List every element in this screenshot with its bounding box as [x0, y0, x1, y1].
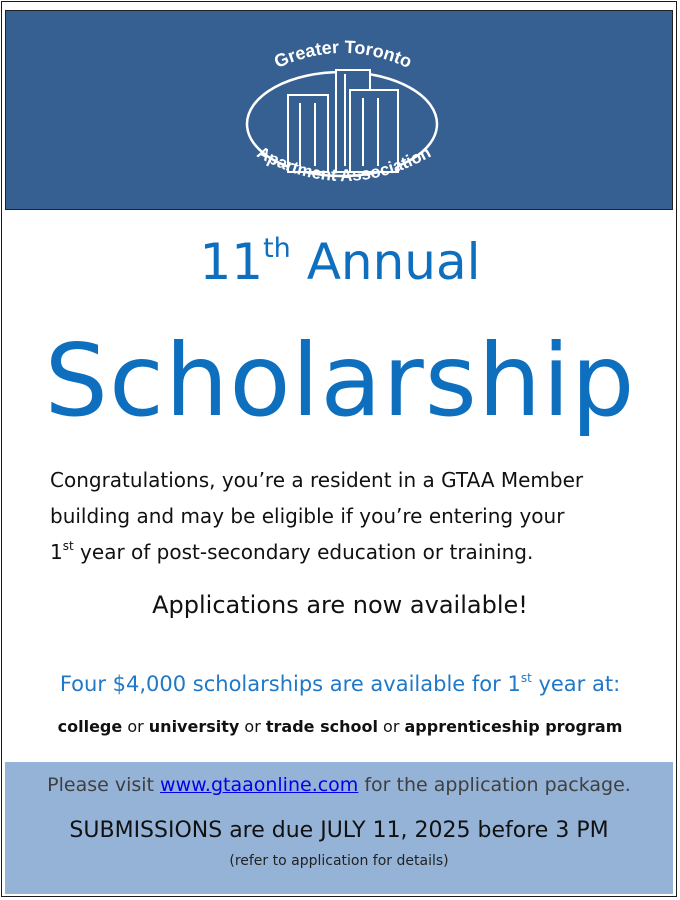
- visit-text: [5, 770, 673, 800]
- applications-available: Applications are now available!: [152, 591, 528, 619]
- logo-text-top: Greater Toronto: [271, 36, 415, 72]
- website-link[interactable]: www.gtaaonline.com: [160, 774, 359, 796]
- gtaa-logo: [6, 11, 674, 211]
- visit-suffix: for the application package.: [358, 774, 631, 796]
- offer-text-end: year at:: [531, 672, 621, 696]
- visit-prefix: Please visit: [47, 774, 161, 796]
- or-separator: or: [122, 717, 149, 736]
- scholarship-heading: Scholarship: [44, 322, 636, 439]
- logo-buildings: [288, 70, 398, 172]
- eligible-programs: [0, 714, 680, 740]
- submission-deadline: SUBMISSIONS are due JULY 11, 2025 before 3 PM: [69, 818, 609, 843]
- or-separator: or: [239, 717, 266, 736]
- or-separator: or: [377, 717, 405, 736]
- title-ordinal: th: [263, 233, 291, 264]
- details-note: (refer to application for details): [229, 853, 449, 869]
- annual-title: [0, 232, 680, 292]
- option-university: university: [148, 717, 240, 736]
- intro-line-1: Congratulations, you’re a resident in a GTAA Member: [50, 468, 584, 492]
- intro-year-ordinal: st: [62, 539, 74, 553]
- submission-info-box: [5, 762, 673, 894]
- intro-paragraph: [50, 462, 650, 570]
- logo-text-bottom: Apartment Association: [253, 142, 434, 186]
- option-trade-school: trade school: [265, 717, 378, 736]
- option-college: college: [57, 717, 123, 736]
- offer-text: Four $4,000 scholarships are available for 1: [59, 672, 521, 696]
- title-annual-word: Annual: [306, 233, 481, 291]
- intro-line-2: building and may be eligible if you’re entering your: [50, 504, 565, 528]
- intro-line-3: [50, 534, 650, 570]
- intro-line-3-text: year of post-secondary education or training.: [73, 540, 534, 564]
- header-banner: [5, 10, 673, 210]
- offer-ordinal: st: [520, 671, 532, 685]
- title-number: 11: [199, 233, 264, 291]
- intro-year-number: 1: [50, 540, 63, 564]
- option-apprenticeship: apprenticeship program: [404, 717, 623, 736]
- scholarship-offer: [0, 668, 680, 700]
